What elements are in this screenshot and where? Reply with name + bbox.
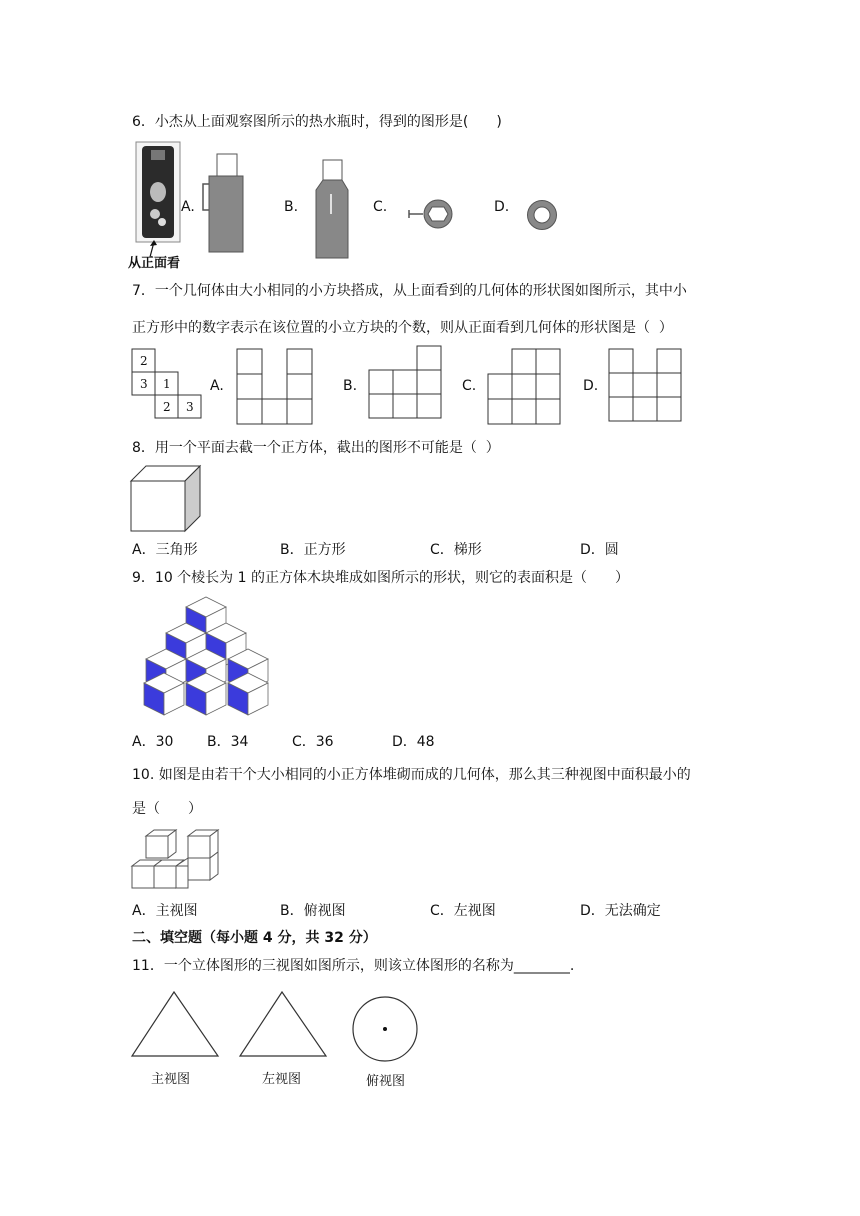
q7-option-a-label: A.	[210, 378, 224, 394]
photo-caption: 从正面看	[128, 256, 181, 271]
q7-option-a-figure	[237, 349, 315, 427]
q6-option-d-label: D.	[494, 199, 510, 215]
question-7-text-line1: 7．一个几何体由大小相同的小方块搭成，从上面看到的几何体的形状图如图所示，其中小	[132, 283, 687, 299]
q9-option-b: B．34	[207, 734, 249, 750]
stacked-cubes-figure	[144, 597, 272, 717]
side-view-triangle	[238, 990, 328, 1058]
q8-option-c: C．梯形	[430, 542, 482, 558]
question-8-text: 8．用一个平面去截一个正方体，截出的图形不可能是（ ）	[132, 440, 500, 456]
thermos-photo	[136, 142, 180, 242]
q8-option-d: D．圆	[580, 542, 619, 558]
question-11-text: 11．一个立体图形的三视图如图所示，则该立体图形的名称为________.	[132, 958, 575, 974]
q9-option-d: D．48	[392, 734, 435, 750]
cube-figure	[131, 465, 203, 533]
block-figure	[132, 828, 224, 890]
question-9-text: 9．10 个棱长为 1 的正方体木块堆成如图所示的形状，则它的表面积是（ ）	[132, 570, 629, 586]
side-view-caption: 左视图	[262, 1072, 302, 1087]
q7-option-b-label: B.	[343, 378, 358, 394]
q6-option-a-label: A.	[181, 199, 195, 215]
q10-option-b: B．俯视图	[280, 903, 346, 919]
q7-option-d-label: D.	[583, 378, 599, 394]
q9-option-c: C．36	[292, 734, 334, 750]
top-view-circle	[352, 996, 420, 1064]
q8-option-b: B．正方形	[280, 542, 346, 558]
top-view-caption: 俯视图	[366, 1074, 406, 1089]
q6-option-c-label: C.	[373, 199, 388, 215]
q8-option-a: A．三角形	[132, 542, 198, 558]
grid-number: 2	[163, 400, 171, 414]
q6-option-b-figure	[314, 160, 350, 260]
front-view-triangle	[130, 990, 220, 1058]
q6-option-d-figure	[526, 199, 558, 231]
q7-option-c-figure	[488, 349, 566, 427]
grid-number: 3	[140, 377, 148, 391]
question-10-text-line2: 是（ ）	[132, 801, 202, 817]
question-7-text-line2: 正方形中的数字表示在该位置的小立方块的个数，则从正面看到几何体的形状图是（ ）	[132, 320, 673, 336]
q7-option-c-label: C.	[462, 378, 477, 394]
q10-option-c: C．左视图	[430, 903, 496, 919]
grid-number: 3	[186, 400, 194, 414]
grid-number: 1	[163, 377, 171, 391]
q6-option-a-figure	[203, 154, 245, 252]
section-2-heading: 二、填空题（每小题 4 分，共 32 分）	[132, 930, 377, 946]
q9-option-a: A．30	[132, 734, 174, 750]
question-10-text-line1: 10. 如图是由若干个大小相同的小正方体堆砌而成的几何体，那么其三种视图中面积最小的	[132, 767, 691, 783]
grid-number: 2	[140, 354, 148, 368]
question-6-text: 6．小杰从上面观察图所示的热水瓶时，得到的图形是( )	[132, 114, 502, 130]
q6-option-b-label: B.	[284, 199, 299, 215]
q6-option-c-figure	[405, 198, 455, 230]
q7-option-d-figure	[609, 349, 685, 423]
front-view-caption: 主视图	[151, 1072, 191, 1087]
q7-option-b-figure	[369, 346, 447, 421]
q10-option-d: D．无法确定	[580, 903, 661, 919]
q10-option-a: A．主视图	[132, 903, 198, 919]
